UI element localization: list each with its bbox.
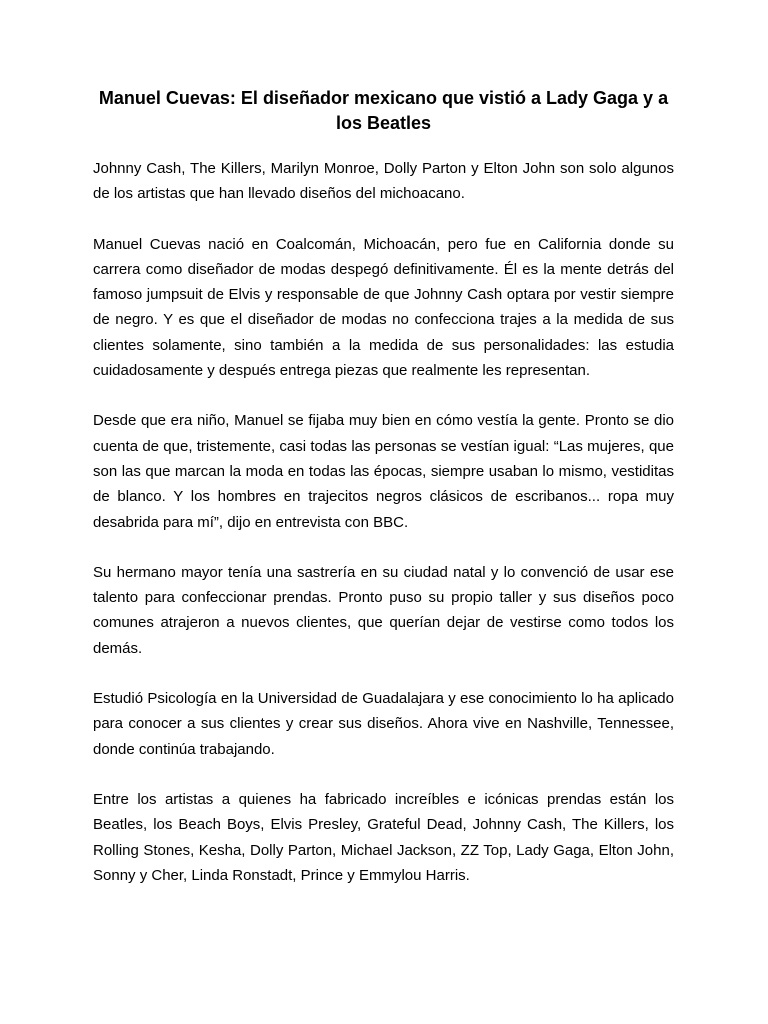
paragraph-career: Manuel Cuevas nació en Coalcomán, Michoacán, pero fue en California donde su carrera como diseñador de modas despegó definitivamente. Él es la mente detrás del famoso jumpsuit de Elvis y responsable de que Johnny Cash optara por vestir siempre de negro. Y es que el diseñador de modas no confecciona trajes a la medida de sus clientes solamente, sino también a la medida de sus personalidades: las estudia cuidadosamente y después entrega piezas que realmente les representan. — [93, 235, 674, 380]
paragraph-childhood: Desde que era niño, Manuel se fijaba muy bien en cómo vestía la gente. Pronto se dio cuenta de que, tristemente, casi todas las personas se vestían igual: “Las mujeres, que son las que marcan la moda en todas las épocas, siempre usaban lo mismo, vestiditas de blanco. Y los hombres en trajecitos negros clásicos de escribanos... ropa muy desabrida para mí”, dijo en entrevista con BBC. — [93, 412, 674, 531]
document-title: Manuel Cuevas: El diseñador mexicano que vistió a Lady Gaga y a los Beatles — [98, 88, 669, 133]
paragraph-intro: Johnny Cash, The Killers, Marilyn Monroe, Dolly Parton y Elton John son solo algunos de los artistas que han llevado diseños del michoacano. — [93, 160, 674, 203]
paragraph-artists: Entre los artistas a quienes ha fabricado increíbles e icónicas prendas están los Beatles, los Beach Boys, Elvis Presley, Grateful Dead, Johnny Cash, The Killers, los Rolling Stones, Kesha, Dolly Parton, Michael Jackson, ZZ Top, Lady Gaga, Elton John, Sonny y Cher, Linda Ronstadt, Prince y Emmylou Harris. — [93, 790, 674, 884]
document-body — [93, 86, 674, 913]
paragraph-studies: Estudió Psicología en la Universidad de Guadalajara y ese conocimiento lo ha aplicado para conocer a sus clientes y crear sus diseños. Ahora vive en Nashville, Tennessee, donde continúa trabajando. — [93, 690, 674, 758]
paragraph-brother-workshop: Su hermano mayor tenía una sastrería en su ciudad natal y lo convenció de usar ese talento para confeccionar prendas. Pronto puso su propio taller y sus diseños poco comunes atrajeron a nuevos clientes, que querían dejar de vestirse como todos los demás. — [93, 563, 674, 657]
